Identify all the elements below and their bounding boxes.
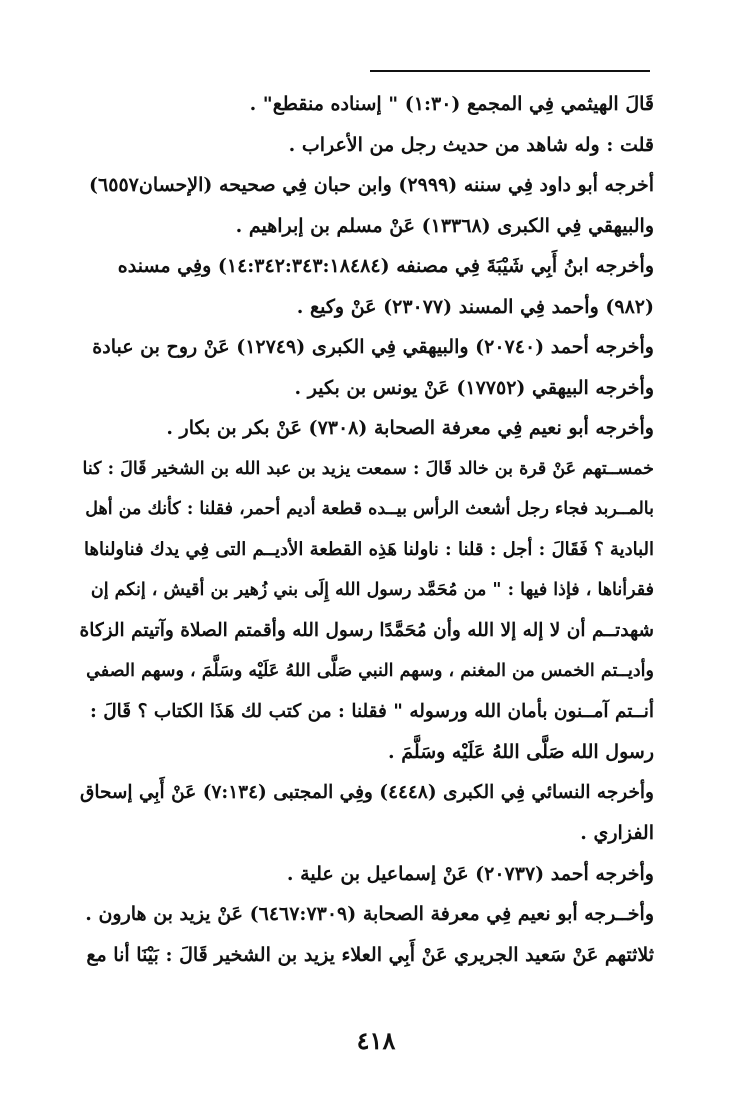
text-line: شهدتــم أن لا إله إلا الله وأن مُحَمَّدًا رسول الله وأقمتم الصلاة وآتيتم الزكاة	[79, 619, 654, 641]
text-line: وأخرجه النسائي فِي الكبرى (٤٤٤٨) وفِي المجتبى (٧:١٣٤) عَنْ أَبِي إسحاق	[79, 781, 654, 803]
text-line: وأخرجه أبو نعيم فِي معرفة الصحابة (٧٣٠٨) عَنْ بكر بن بكار .	[166, 417, 654, 439]
text-line: أخرجه أبو داود فِي سننه (٢٩٩٩) وابن حبان فِي صحيحه (الإحسان٦٥٥٧)	[89, 174, 654, 196]
text-line: الفزاري .	[580, 822, 654, 844]
footnote-text	[78, 84, 654, 975]
text-line: وأخرجه أحمد (٢٠٧٤٠) والبيهقي فِي الكبرى (١٢٧٤٩) عَنْ روح بن عبادة	[92, 336, 654, 358]
text-line: وأخرجه البيهقي (١٧٧٥٢) عَنْ يونس بن بكير .	[294, 376, 654, 399]
text-line: أنــتم آمــنون بأمان الله ورسوله " فقلنا : من كتب لك هَذَا الكتاب ؟ قَالَ :	[89, 700, 654, 722]
text-line: رسول الله صَلَّى اللهُ عَلَيْه وسَلَّمَ .	[388, 741, 654, 763]
text-line: بالمــربد فجاء رجل أشعث الرأس بيــده قطعة أديم أحمر، فقلنا : كأنك من أهل	[85, 499, 654, 519]
text-line: وأخرجه أحمد (٢٠٧٣٧) عَنْ إسماعيل بن علية .	[286, 862, 654, 885]
text-line: وأديــتم الخمس من المغنم ، وسهم النبي صَلَّى اللهُ عَلَيْه وسَلَّمَ ، وسهم الصفي	[86, 661, 654, 681]
text-line: وأخرجه ابنُ أَبِي شَيْبَةَ فِي مصنفه (١٤:٣٤٢:٣٤٣:١٨٤٨٤) وفِي مسنده	[117, 255, 654, 277]
text-line: (٩٨٢) وأحمد فِي المسند (٢٣٠٧٧) عَنْ وكيع .	[296, 295, 654, 318]
text-line: ثلاثتهم عَنْ سَعيد الجريري عَنْ أَبِي العلاء يزيد بن الشخير قَالَ : بَيْنَا أنا مع	[86, 943, 654, 966]
text-line: البادية ؟ فَقَالَ : أجل : قلنا : ناولنا هَذِه القطعة الأديــم التى فِي يدك فناولناها	[84, 538, 654, 560]
text-line: فقرأناها ، فإذا فيها : " من مُحَمَّد رسول الله إِلَى بني زُهير بن أقيش ، إنكم إن	[90, 580, 654, 600]
text-line: قَالَ الهيثمي فِي المجمع (١:٣٠) " إسناده منقطع" .	[249, 93, 654, 115]
text-line: وأخــرجه أبو نعيم فِي معرفة الصحابة (٦٤٦٧:٧٣٠٩) عَنْ يزيد بن هارون .	[85, 903, 654, 925]
text-line: خمســتهم عَنْ قرة بن خالد قَالَ : سمعت يزيد بن عبد الله بن الشخير قَالَ : كنا	[82, 458, 654, 479]
text-line: قلت : وله شاهد من حديث رجل من الأعراب .	[288, 133, 654, 156]
text-line: والبيهقي فِي الكبرى (١٣٣٦٨) عَنْ مسلم بن إبراهيم .	[235, 214, 654, 237]
footnote-separator-rule	[370, 70, 650, 72]
page-number: ٤١٨	[356, 1026, 396, 1055]
